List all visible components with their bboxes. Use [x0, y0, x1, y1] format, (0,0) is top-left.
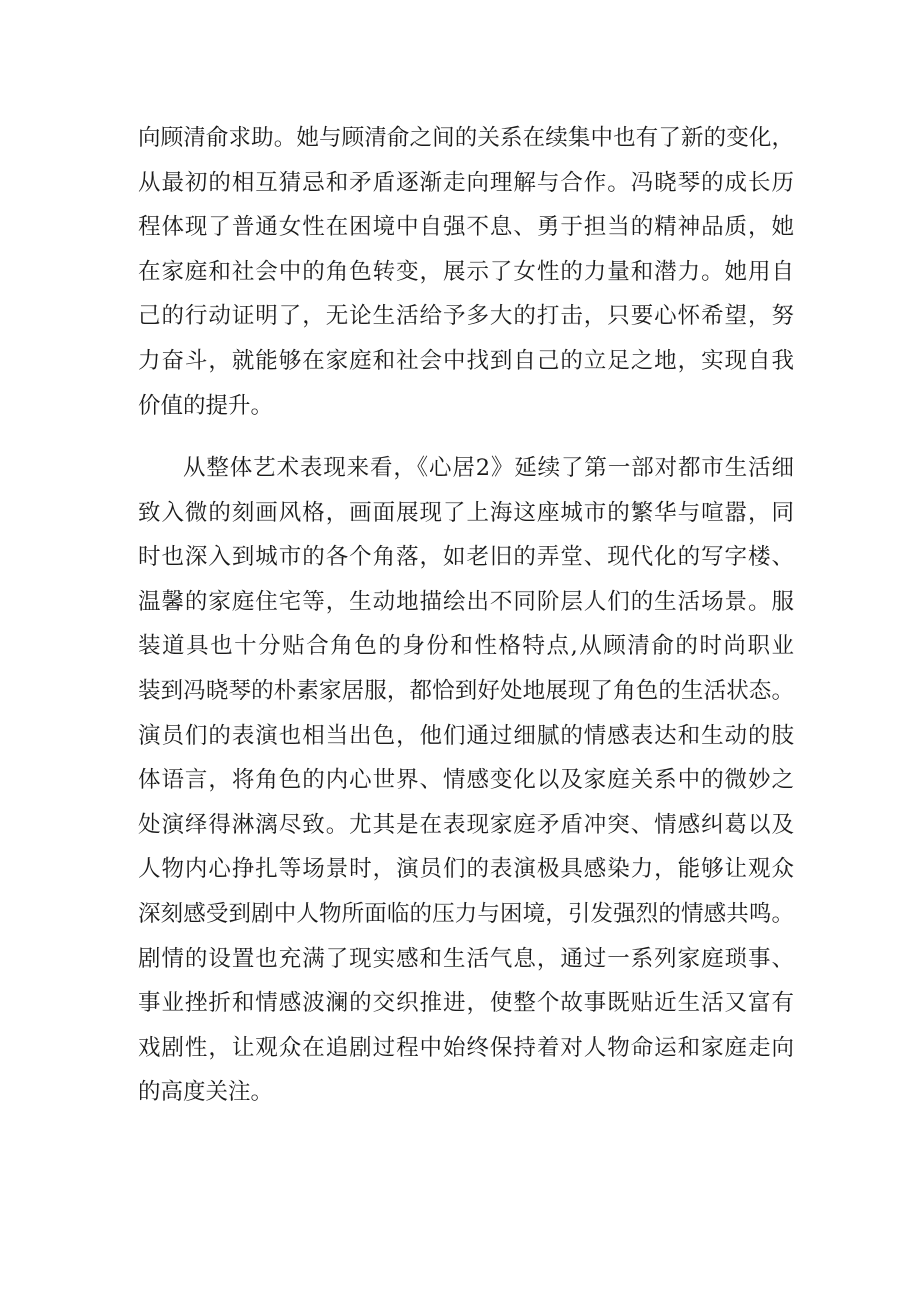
- text-line: 力奋斗，就能够在家庭和社会中找到自己的立足之地，实现自我: [138, 347, 794, 374]
- text-line: 致入微的刻画风格，画面展现了上海这座城市的繁华与喧嚣，同: [138, 499, 794, 526]
- paragraph-2: [138, 446, 794, 1115]
- text-line: 温馨的家庭住宅等，生动地描绘出不同阶层人们的生活场景。服: [138, 588, 794, 615]
- text-line: 向顾清俞求助。她与顾清俞之间的关系在续集中也有了新的变化，: [138, 125, 794, 151]
- text-line: 演员们的表演也相当出色，他们通过细腻的情感表达和生动的肢: [138, 722, 794, 749]
- text-line: 人物内心挣扎等场景时，演员们的表演极具感染力，能够让观众: [138, 856, 794, 883]
- paragraph-1: [138, 116, 794, 428]
- text-line: 在家庭和社会中的角色转变，展示了女性的力量和潜力。她用自: [138, 258, 794, 285]
- text-line: 价值的提升。: [138, 392, 274, 419]
- text-line: 体语言，将角色的内心世界、情感变化以及家庭关系中的微妙之: [138, 767, 794, 794]
- text-line: 事业挫折和情感波澜的交织推进，使整个故事既贴近生活又富有: [138, 990, 794, 1017]
- text-line: 戏剧性，让观众在追剧过程中始终保持着对人物命运和家庭走向: [138, 1034, 794, 1061]
- text-line: 的高度关注。: [138, 1079, 274, 1106]
- text-line: 处演绎得淋漓尽致。尤其是在表现家庭矛盾冲突、情感纠葛以及: [138, 811, 794, 838]
- text-line: 深刻感受到剧中人物所面临的压力与困境，引发强烈的情感共鸣。: [138, 900, 794, 927]
- text-line: 从整体艺术表现来看，《心居2》延续了第一部对都市生活细: [183, 455, 794, 481]
- text-line: 从最初的相互猜忌和矛盾逐渐走向理解与合作。冯晓琴的成长历: [138, 169, 794, 196]
- text-line: 剧情的设置也充满了现实感和生活气息，通过一系列家庭琐事、: [138, 945, 794, 972]
- text-line: 程体现了普通女性在困境中自强不息、勇于担当的精神品质，她: [138, 214, 794, 241]
- text-line: 己的行动证明了，无论生活给予多大的打击，只要心怀希望，努: [138, 303, 794, 330]
- text-line: 装到冯晓琴的朴素家居服，都恰到好处地展现了角色的生活状态。: [138, 677, 794, 704]
- text-line: 装道具也十分贴合角色的身份和性格特点,从顾清俞的时尚职业: [138, 633, 794, 660]
- text-line: 时也深入到城市的各个角落，如老旧的弄堂、现代化的写字楼、: [138, 544, 794, 571]
